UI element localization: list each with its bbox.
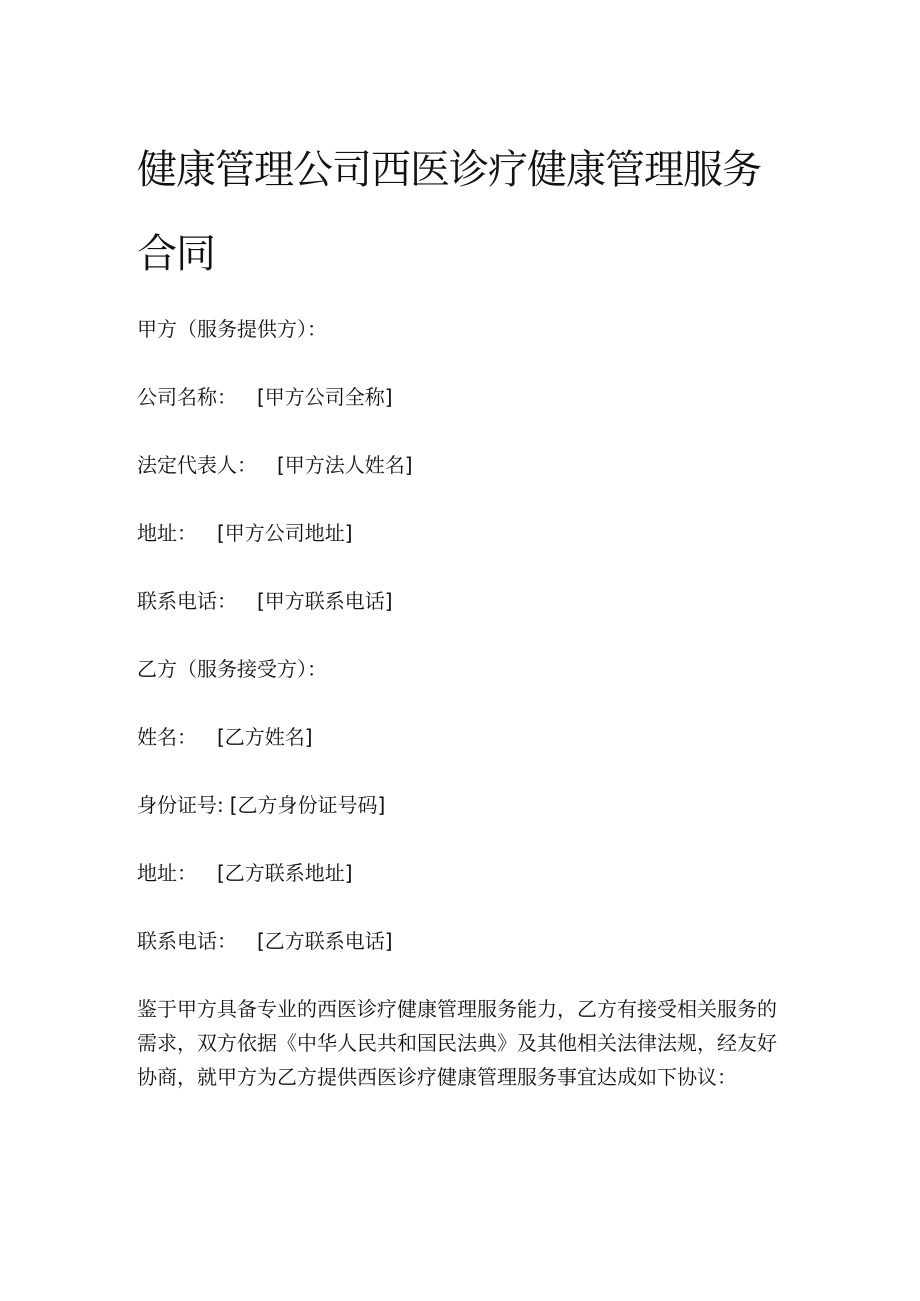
- preamble-line: 鉴于甲方具备专业的西医诊疗健康管理服务能力，乙方有接受相关服务的: [137, 997, 777, 1021]
- preamble-paragraph: [137, 992, 787, 1094]
- party-b-id-value: [乙方身份证号码]: [229, 793, 386, 817]
- party-b-address-row: [137, 858, 353, 888]
- party-a-company-value: [甲方公司全称]: [257, 385, 393, 409]
- party-a-address-label: 地址：: [137, 521, 197, 545]
- party-a-phone-value: [甲方联系电话]: [257, 589, 393, 613]
- party-b-id-label: 身份证号:: [137, 793, 224, 817]
- party-a-rep-label: 法定代表人：: [137, 453, 257, 477]
- party-a-address-row: [137, 518, 353, 548]
- party-b-heading: 乙方（服务接受方）：: [137, 657, 327, 681]
- party-a-phone-label: 联系电话：: [137, 589, 237, 613]
- party-a-heading: 甲方（服务提供方）：: [137, 317, 327, 341]
- party-b-phone-label: 联系电话：: [137, 929, 237, 953]
- party-b-address-label: 地址：: [137, 861, 197, 885]
- party-a-rep-value: [甲方法人姓名]: [277, 453, 413, 477]
- party-b-phone-row: [137, 926, 393, 956]
- party-b-name-label: 姓名：: [137, 725, 197, 749]
- party-a-phone-row: [137, 586, 393, 616]
- party-a-company-label: 公司名称：: [137, 385, 237, 409]
- party-b-id-row: [137, 790, 385, 820]
- party-b-address-value: [乙方联系地址]: [217, 861, 353, 885]
- document-title: 健康管理公司西医诊疗健康管理服务合同: [137, 147, 761, 277]
- preamble-line: 需求，双方依据《中华人民共和国民法典》及其他相关法律法规，经友好: [137, 1031, 777, 1055]
- party-b-name-row: [137, 722, 313, 752]
- party-a-address-value: [甲方公司地址]: [217, 521, 353, 545]
- party-a-company-row: [137, 382, 393, 412]
- preamble-line: 协商，就甲方为乙方提供西医诊疗健康管理服务事宜达成如下协议：: [137, 1065, 737, 1089]
- party-a-rep-row: [137, 450, 413, 480]
- party-b-name-value: [乙方姓名]: [217, 725, 313, 749]
- party-b-phone-value: [乙方联系电话]: [257, 929, 393, 953]
